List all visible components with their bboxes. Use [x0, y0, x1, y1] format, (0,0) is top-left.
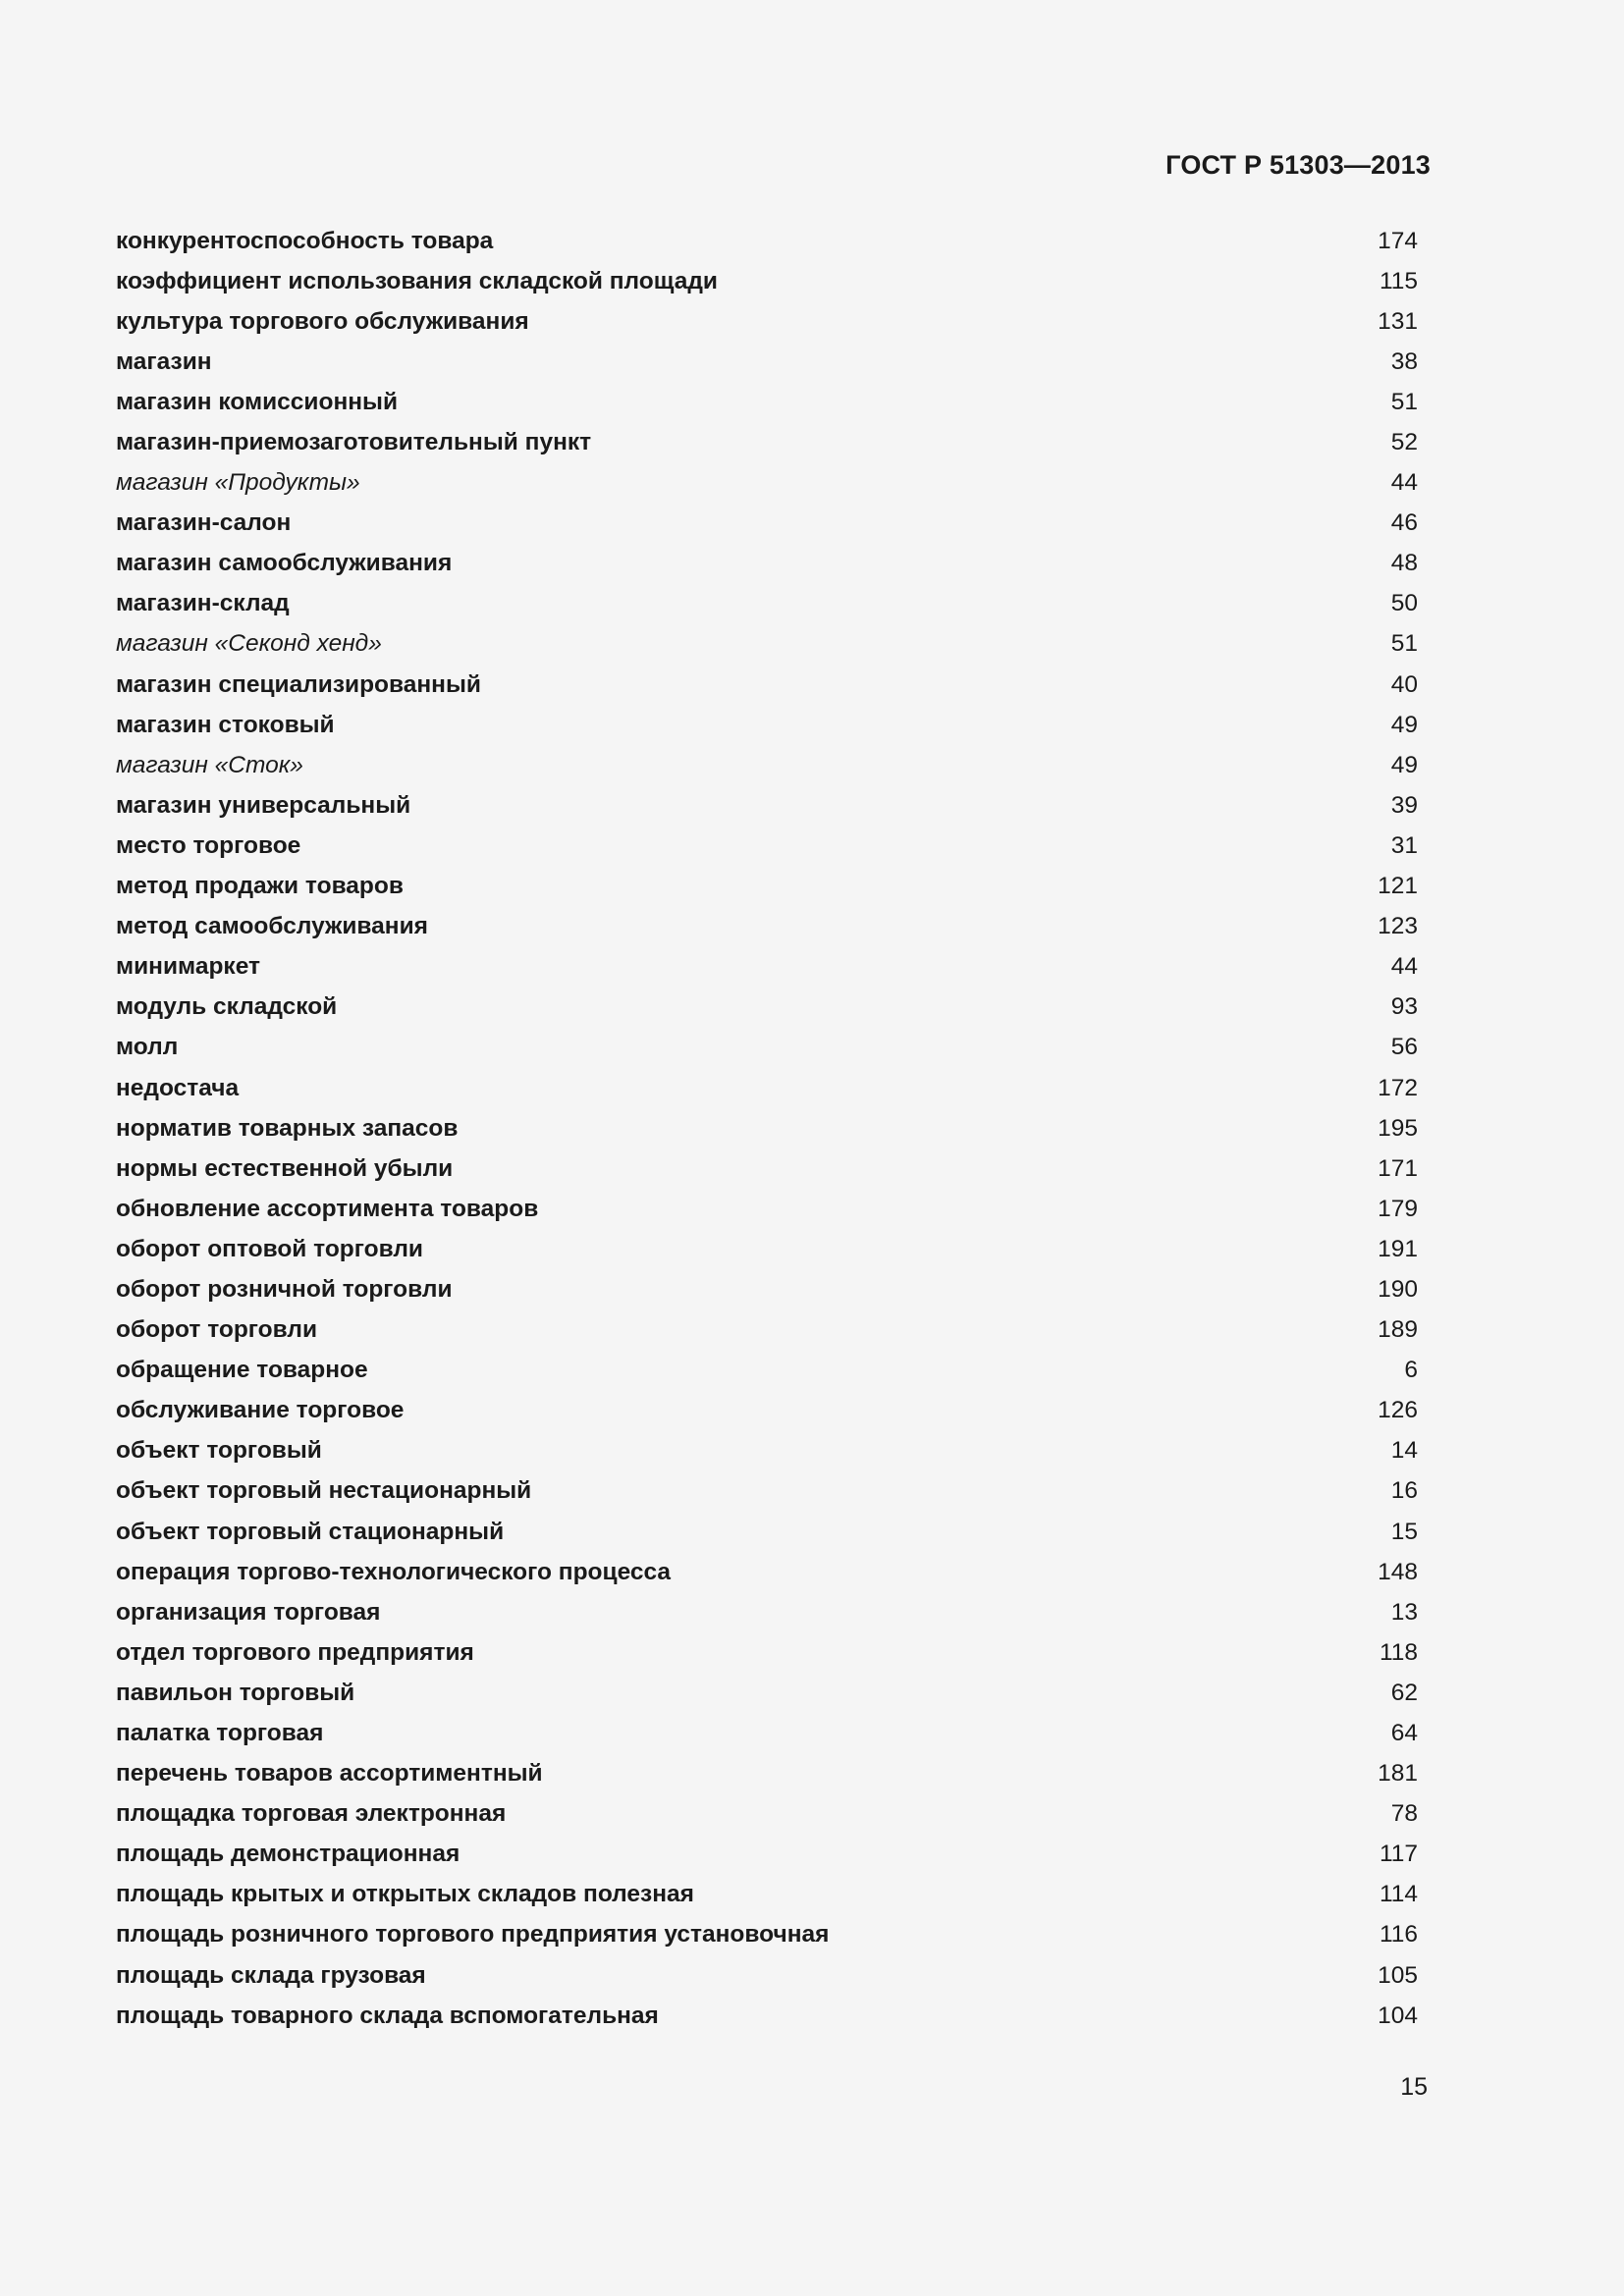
page-number: 15: [1400, 2073, 1428, 2101]
index-term: магазин стоковый: [116, 711, 335, 738]
index-term: магазин: [116, 347, 212, 375]
index-entry: [116, 1955, 1418, 1996]
index-page-ref: 117: [1379, 1841, 1418, 1868]
index-page-ref: 126: [1378, 1397, 1418, 1424]
index-page-ref: 64: [1390, 1720, 1418, 1747]
index-entry: [116, 1592, 1418, 1632]
index-term: операция торгово-технологического процесса: [116, 1558, 672, 1585]
index-entry: [116, 826, 1418, 866]
index-entry: [116, 1471, 1418, 1512]
index-entry: [116, 342, 1418, 382]
index-term: магазин-салон: [116, 509, 292, 537]
index-page-ref: 6: [1404, 1357, 1418, 1384]
index-term: нормы естественной убыли: [116, 1154, 454, 1182]
index-entry: [116, 1189, 1418, 1229]
index-page-ref: 44: [1390, 469, 1418, 497]
index-page-ref: 38: [1390, 347, 1418, 375]
index-term: оборот торговли: [116, 1316, 318, 1344]
index-term: норматив товарных запасов: [116, 1114, 459, 1142]
index-term: молл: [116, 1034, 179, 1061]
index-page-ref: 56: [1390, 1034, 1418, 1061]
index-entry: [116, 1351, 1418, 1391]
index-term: метод самообслуживания: [116, 913, 428, 940]
index-term: магазин специализированный: [116, 670, 481, 698]
index-page-ref: 46: [1390, 509, 1418, 537]
index-page-ref: 189: [1378, 1316, 1418, 1344]
index-entry: [116, 504, 1418, 544]
index-page-ref: 49: [1390, 751, 1418, 778]
index-page-ref: 148: [1378, 1558, 1418, 1585]
index-entry: [116, 1996, 1418, 2036]
index-term: минимаркет: [116, 953, 260, 981]
index-entry: [116, 1754, 1418, 1794]
index-page-ref: 14: [1390, 1437, 1418, 1465]
index-term: модуль складской: [116, 993, 338, 1021]
index-page-ref: 39: [1390, 791, 1418, 819]
index-page-ref: 171: [1378, 1154, 1418, 1182]
index-page-ref: 52: [1390, 429, 1418, 456]
document-code: ГОСТ Р 51303—2013: [1165, 150, 1431, 180]
index-term: обновление ассортимента товаров: [116, 1195, 539, 1222]
index-page-ref: 172: [1378, 1074, 1418, 1101]
index-page-ref: 191: [1378, 1235, 1418, 1262]
index-term: площадь товарного склада вспомогательная: [116, 2002, 659, 2029]
index-entry: [116, 988, 1418, 1028]
index-entry: [116, 1915, 1418, 1955]
index-entry: [116, 1512, 1418, 1552]
index-term: метод продажи товаров: [116, 873, 404, 900]
index-term: магазин универсальный: [116, 791, 411, 819]
index-page-ref: 179: [1378, 1195, 1418, 1222]
index-entry: [116, 221, 1418, 261]
index-term: перечень товаров ассортиментный: [116, 1760, 543, 1788]
index-page-ref: 181: [1378, 1760, 1418, 1788]
index-page-ref: 40: [1390, 670, 1418, 698]
index-page-ref: 190: [1378, 1275, 1418, 1303]
index-entry: [116, 301, 1418, 342]
index-entry: [116, 1713, 1418, 1753]
index-term: культура торгового обслуживания: [116, 307, 529, 335]
index-page-ref: 51: [1390, 630, 1418, 658]
index-term: место торговое: [116, 831, 301, 859]
index-page-ref: 15: [1390, 1518, 1418, 1545]
index-page-ref: 49: [1390, 711, 1418, 738]
index-term: отдел торгового предприятия: [116, 1638, 474, 1666]
index-term: коэффициент использования складской площади: [116, 267, 718, 294]
index-entry: [116, 907, 1418, 947]
index-entry: [116, 1794, 1418, 1835]
index-term: палатка торговая: [116, 1720, 324, 1747]
index-term: организация торговая: [116, 1598, 381, 1626]
index-entry: [116, 1673, 1418, 1713]
index-term: магазин-склад: [116, 590, 290, 617]
index-entry: [116, 1835, 1418, 1875]
index-entry: [116, 1310, 1418, 1351]
index-term: павильон торговый: [116, 1679, 355, 1706]
index-entry: [116, 1068, 1418, 1108]
index-term: обращение товарное: [116, 1357, 368, 1384]
index-page-ref: 121: [1378, 873, 1418, 900]
index-term: магазин комиссионный: [116, 388, 399, 415]
index-entry: [116, 544, 1418, 584]
index-term: магазин «Продукты»: [116, 469, 360, 497]
index-entry: [116, 745, 1418, 785]
index-page-ref: 78: [1390, 1800, 1418, 1828]
index-term: объект торговый нестационарный: [116, 1477, 532, 1505]
alphabetical-index: [116, 221, 1418, 2036]
index-entry: [116, 705, 1418, 745]
index-term: недостача: [116, 1074, 240, 1101]
index-entry: [116, 1028, 1418, 1068]
index-term: площадка торговая электронная: [116, 1800, 507, 1828]
index-entry: [116, 422, 1418, 462]
index-entry: [116, 785, 1418, 826]
index-page-ref: 13: [1390, 1598, 1418, 1626]
index-page-ref: 115: [1379, 267, 1418, 294]
index-entry: [116, 1632, 1418, 1673]
index-entry: [116, 1108, 1418, 1148]
index-page-ref: 51: [1390, 388, 1418, 415]
index-entry: [116, 584, 1418, 624]
index-entry: [116, 665, 1418, 705]
index-page-ref: 195: [1378, 1114, 1418, 1142]
index-page-ref: 93: [1390, 993, 1418, 1021]
index-page-ref: 114: [1379, 1881, 1418, 1908]
index-term: объект торговый стационарный: [116, 1518, 505, 1545]
index-term: объект торговый: [116, 1437, 322, 1465]
index-page-ref: 31: [1390, 831, 1418, 859]
index-term: обслуживание торговое: [116, 1397, 405, 1424]
index-term: площадь демонстрационная: [116, 1841, 460, 1868]
index-term: площадь розничного торгового предприятия установочная: [116, 1921, 830, 1949]
index-term: магазин «Сток»: [116, 751, 303, 778]
index-page-ref: 123: [1378, 913, 1418, 940]
index-page-ref: 48: [1390, 550, 1418, 577]
index-entry: [116, 867, 1418, 907]
index-entry: [116, 261, 1418, 301]
index-entry: [116, 624, 1418, 665]
index-term: оборот розничной торговли: [116, 1275, 453, 1303]
index-entry: [116, 1431, 1418, 1471]
index-term: магазин самообслуживания: [116, 550, 453, 577]
index-page-ref: 105: [1378, 1961, 1418, 1989]
index-term: оборот оптовой торговли: [116, 1235, 423, 1262]
index-term: площадь крытых и открытых складов полезная: [116, 1881, 694, 1908]
index-entry: [116, 463, 1418, 504]
index-term: конкурентоспособность товара: [116, 227, 494, 254]
index-entry: [116, 947, 1418, 988]
index-entry: [116, 1229, 1418, 1269]
index-entry: [116, 1875, 1418, 1915]
index-page-ref: 174: [1378, 227, 1418, 254]
index-page-ref: 131: [1378, 307, 1418, 335]
index-entry: [116, 382, 1418, 422]
index-entry: [116, 1552, 1418, 1592]
index-entry: [116, 1391, 1418, 1431]
index-entry: [116, 1148, 1418, 1189]
index-entry: [116, 1269, 1418, 1309]
index-page-ref: 118: [1379, 1638, 1418, 1666]
index-page-ref: 62: [1390, 1679, 1418, 1706]
index-page-ref: 104: [1378, 2002, 1418, 2029]
index-page-ref: 16: [1390, 1477, 1418, 1505]
index-page-ref: 50: [1390, 590, 1418, 617]
index-term: площадь склада грузовая: [116, 1961, 426, 1989]
index-term: магазин «Секонд хенд»: [116, 630, 382, 658]
index-page-ref: 116: [1379, 1921, 1418, 1949]
index-term: магазин-приемозаготовительный пункт: [116, 429, 592, 456]
index-page-ref: 44: [1390, 953, 1418, 981]
